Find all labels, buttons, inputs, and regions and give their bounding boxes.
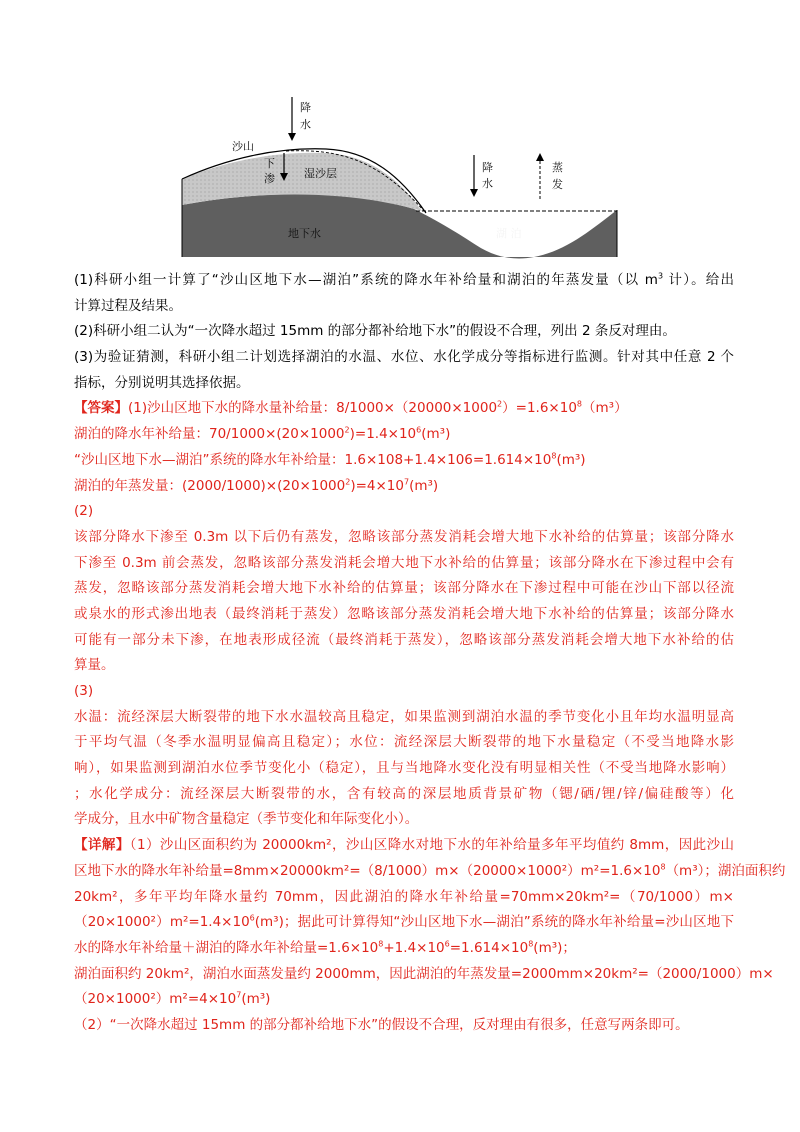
answer-part-2-line: 算量。 (74, 657, 115, 674)
answer-part-3-head: (3) (74, 683, 94, 699)
precipitation-arrow-icon (288, 97, 296, 141)
detail-line-5: 水的降水年补给量＋湖泊的降水年补给量$=1.6\times 10^8+1.4\times 10^6=1.614\times 10^8(m^3)$； (74, 939, 576, 956)
label-wet-sand: 湿沙层 (304, 167, 337, 180)
label-infiltration-2: 渗 (264, 172, 275, 185)
label-precipitation-lake-2: 水 (482, 177, 493, 190)
detail-line-3: 20km²，多年平均年降水量约 70mm，因此湖泊的降水年补给量=70mm×20km²=（70/1000）m× (74, 888, 734, 905)
lake-precipitation-arrow-icon (470, 155, 478, 197)
label-evaporation-1: 蒸 (552, 161, 563, 174)
label-lake: 湖 泊 (496, 227, 522, 240)
label-precipitation-lake-1: 降 (482, 161, 493, 174)
answer-part-3-line: 学成分，且水中矿物含量稳定（季节变化和年际变化小）。 (74, 811, 419, 828)
question-3-line-1: (3)为验证猜测，科研小组二计划选择湖泊的水温、水位、水化学成分等指标进行监测。针对其中任意 2 个 (74, 349, 734, 366)
answer-part-2-line: 蒸发，忽略该部分蒸发消耗会增大地下水补给的估算量；该部分降水在下渗过程中可能在沙山下部以径流 (74, 580, 734, 597)
answer-line-3: “沙山区地下水—湖泊”系统的降水年补给量：$1.6\times 108+1.4\times 106=1.614\times 10^8(m^3)$ (74, 451, 586, 468)
answer-part-3-line: 水温：流经深层大断裂带的地下水水温较高且稳定，如果监测到湖泊水温的季节变化小且年均水温明显高 (74, 708, 734, 725)
label-groundwater: 地下水 (288, 227, 321, 240)
answer-part-2-head: (2) (74, 503, 94, 520)
label-precipitation-top-1: 降 (300, 101, 311, 114)
detail-line-6: 湖泊面积约 20km²，湖泊水面蒸发量约 2000mm，因此湖泊的年蒸发量=2000mm×20km²=（2000/1000）m× (74, 965, 774, 982)
answer-part-2-line: 或泉水的形式渗出地表（最终消耗于蒸发）忽略该部分蒸发消耗会增大地下水补给的估算量；该部分降水 (74, 605, 734, 622)
answer-tag: 【答案】 (74, 400, 128, 417)
answer-line-4: 湖泊的年蒸发量：$(2000/1000)\times(20\times 1000^2)=4\times 10^7(m^3)$ (74, 477, 439, 494)
answer-part-3-line: 响），如果监测到湖泊水位季节变化小（稳定），且与当地降水变化没有明显相关性（不受当地降水影响） (74, 760, 734, 777)
answer-part-2-line: 该部分降水下渗至 0.3m 以下后仍有蒸发，忽略该部分蒸发消耗会增大地下水补给的估算量；该部分降水 (74, 528, 734, 545)
answer-part-2-line: 下渗至 0.3m 前会蒸发，忽略该部分蒸发消耗会增大地下水补给的估算量；该部分降水在下渗过程中会有 (74, 554, 734, 571)
detail-line-1: 【详解】（1）沙山区面积约为 20000km²，沙山区降水对地下水的年补给量多年平均值约 8mm，因此沙山 (74, 837, 735, 854)
question-1-line-1: (1)科研小组一计算了“沙山区地下水—湖泊”系统的降水年补给量和湖泊的年蒸发量（以 $m^3$ 计）。给出 (74, 271, 734, 288)
sand-mountain-lake-diagram (176, 95, 624, 265)
detail-line-4: $(20\times 1000^2)m^2=1.4\times 10^6(m^3)$；据此可计算得知“沙山区地下水—湖泊”系统的降水年补给量=沙山区地下 (74, 913, 734, 931)
detail-line-2: 区地下水的降水年补给量$=8mm\times 20000km^2=(8/1000)m\times(20000\times 1000^2)m^2=1.6\times 10^8(m^3)$；湖泊面积约 (74, 862, 786, 879)
content-text (74, 268, 786, 1039)
label-infiltration-1: 下 (264, 157, 275, 170)
detail-line-8: （2）“一次降水超过 15mm 的部分都补给地下水”的假设不合理，反对理由有很多，任意写两条即可。 (74, 1016, 689, 1033)
detail-line-7: $(20\times 1000^2)m^2=4\times 10^7(m^3)$ (74, 990, 271, 1008)
question-2: (2)科研小组二认为“一次降水超过 15mm 的部分都补给地下水”的假设不合理，列出 2 条反对理由。 (74, 323, 676, 340)
question-1-line-2: 计算过程及结果。 (74, 297, 182, 314)
label-precipitation-top-2: 水 (300, 118, 311, 131)
label-sand-mountain: 沙山 (232, 140, 254, 153)
evaporation-arrow-icon (536, 153, 544, 199)
answer-line-2: 湖泊的降水年补给量：$70/1000\times(20\times 1000^2)=1.4\times 10^6(m^3)$ (74, 425, 451, 443)
answer-line-1: 【答案】(1)沙山区地下水的降水量补给量：$8/1000\times(20000\times 1000^2)=1.6\times 10^8(m^3)$ (74, 399, 628, 417)
answer-part-3-line: 于平均气温（冬季水温明显偏高且稳定）；水位：流经深层大断裂带的地下水量稳定（不受当地降水影 (74, 734, 734, 751)
answer-part-2-line: 可能有一部分未下渗，在地表形成径流（最终消耗于蒸发），忽略该部分蒸发消耗会增大地下水补给的估 (74, 631, 734, 648)
question-3-line-2: 指标，分别说明其选择依据。 (74, 374, 250, 391)
label-evaporation-2: 发 (552, 178, 563, 191)
detail-tag: 【详解】 (74, 837, 130, 854)
answer-part-3-line: ；水化学成分：流经深层大断裂带的水，含有较高的深层地质背景矿物（锶/硒/锂/锌/偏硅酸等）化 (74, 785, 734, 802)
